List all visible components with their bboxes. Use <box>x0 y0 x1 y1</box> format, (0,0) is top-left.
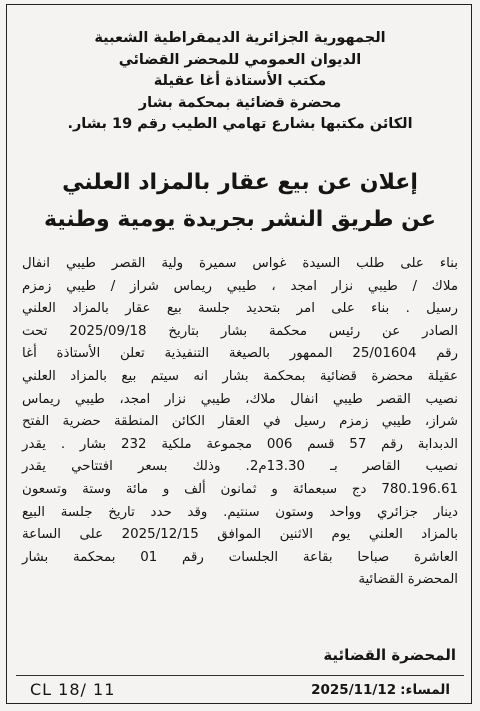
body-line: الصادر عن رئيس محكمة بشار بتاريخ 2025/09/18 تحت <box>22 323 458 339</box>
header-line-country: الجمهورية الجزائرية الديمقراطية الشعبية <box>94 30 386 46</box>
body-line: بالمزاد العلني يوم الاثنين الموافق 2025/12/15 على الساعة <box>22 527 459 543</box>
title-line-2: عن طريق النشر بجريدة يومية وطنية <box>44 207 436 232</box>
body-line: العاشرة صباحا بقاعة الجلسات رقم 01 بمحكمة بشار <box>22 549 458 565</box>
reference-code: CL 18/ 11 <box>30 680 116 699</box>
body-line: رقم 25/01604 الممهور بالصيغة التنفيذية تعلن الأستاذة أغا <box>22 346 458 362</box>
issuer-header <box>14 28 466 136</box>
body-line: 780.196.61 دج سبعمائة و ثمانون ألف و مائة وستة وتسعون <box>22 481 458 497</box>
date-label: المساء: <box>400 682 450 698</box>
body-line: نصيب القصر طيبي انفال ملاك، طيبي نزار امجد، طيبي ريماس <box>22 391 458 407</box>
body-line-closing: المحضرة القضائية <box>358 572 458 588</box>
body-line: نصيب القاصر بـ 13.30م2. وذلك بسعر افتتاحي يقدر <box>22 459 458 475</box>
header-line-address: الكائن مكتبها بشارع تهامي الطيب رقم 19 بشار. <box>67 116 413 132</box>
footer-divider <box>16 675 464 676</box>
announcement-body <box>22 253 458 592</box>
header-line-role: محضرة قضائية بمحكمة بشار <box>138 94 342 111</box>
body-line: الدبدابة رقم 57 قسم 006 مجموعة ملكية 232 بشار . يقدر <box>22 436 458 452</box>
body-line: شراز، طيبي زمزم رسيل في العقار الكائن المنطقة حضرية الفتح <box>22 414 458 430</box>
publication-date <box>311 682 450 698</box>
body-line: بناء على طلب السيدة غواس سميرة ولية القصر طيبي انفال <box>22 256 458 271</box>
body-line: دينار جزائري وواحد وستون سنتيم. وقد حدد تاريخ جلسة البيع <box>22 504 458 520</box>
date-value: 2025/11/12 <box>311 682 397 698</box>
announcement-title <box>14 164 466 238</box>
publication-footer <box>16 680 464 702</box>
header-line-bureau: مكتب الأستاذة أغا عقيلة <box>153 73 327 89</box>
body-line: رسيل . بناء على امر بتحديد جلسة بيع عقار بالمزاد العلني <box>22 301 458 317</box>
header-line-office: الديوان العمومي للمحضر القضائي <box>118 51 362 68</box>
title-line-1: إعلان عن بيع عقار بالمزاد العلني <box>62 170 418 195</box>
body-line: عقيلة محضرة قضائية بمحكمة بشار انه سيتم بيع بالمزاد العلني <box>22 368 458 384</box>
signature: المحضرة القضائية <box>323 646 456 664</box>
body-line: ملاك / طيبي نزار امجد ، طيبي ريماس شراز / طيبي زمزم <box>22 278 458 294</box>
